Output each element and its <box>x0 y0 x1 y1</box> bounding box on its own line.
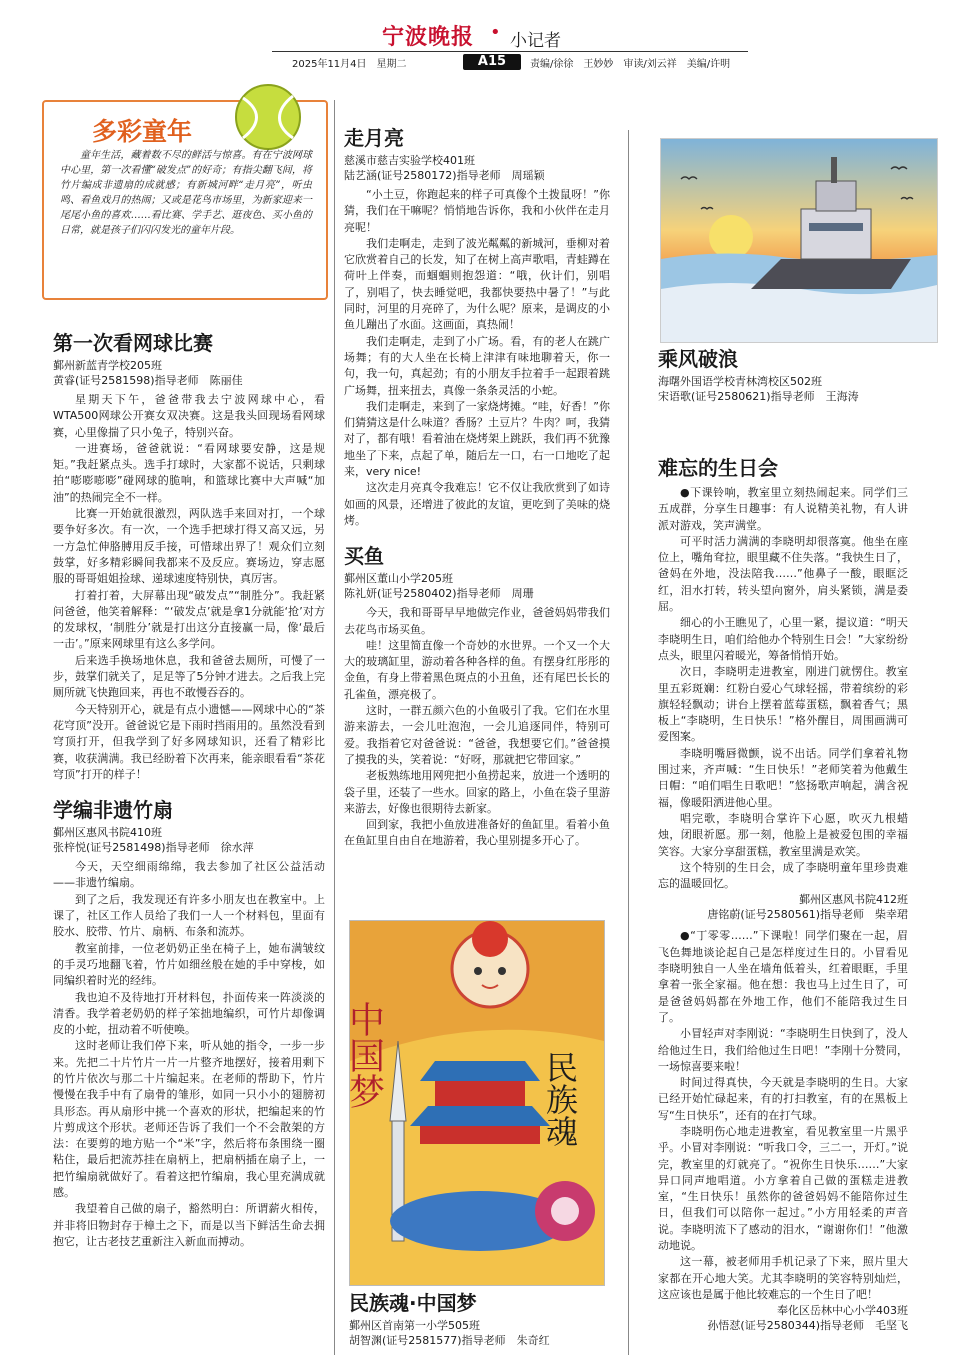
section-name: 小记者 <box>510 31 561 51</box>
paragraph: 今天特别开心，就是有点小遗憾——网球中心的“茶花穹顶”没开。爸爸说它是下雨时挡雨用的。虽然没看到穹顶打开，但我学到了好多网球知识，还看了精彩比赛，收获满满。我已经盼着下次再来，能亲眼看看“茶花穹顶”打开的样子！ <box>53 702 325 781</box>
paragraph: 可平时活力满满的李晓明却很落寞。他坐在座位上，嘴角耷拉，眼里藏不住失落。“我快生日了，爸妈在外地，没法陪我……”他鼻子一酸，眼眶泛红，泪水打转，转头望向窗外，肩头紧锁，满是委屈。 <box>658 534 908 614</box>
nation-caption <box>349 1290 611 1348</box>
byline-author: 陈礼妍(证号2580402)指导老师 周珊 <box>344 587 534 601</box>
signature-2-author: 孙悟怼(证号2580344)指导老师 毛坚飞 <box>707 1319 908 1333</box>
paragraph: 哇！这里简直像一个奇妙的水世界。一个又一个大大的玻璃缸里，游动着各种各样的鱼。有摆身红彤彤的金鱼，有身上带着黑色斑点的小丑鱼，还有尾巴长长的孔雀鱼，漂亮极了。 <box>344 638 610 701</box>
art-text-national-soul: 民族魂 <box>541 1051 579 1147</box>
article-title-moon: 走月亮 <box>344 126 404 150</box>
paragraph: 唱完歌，李晓明合掌许下心愿，吹灭九根蜡烛，闭眼祈愿。那一刻，他脸上是被爱包围的幸福笑容。大家分享甜蛋糕，教室里满是欢笑。 <box>658 811 908 858</box>
byline-author: 胡智渊(证号2581577)指导老师 朱奇红 <box>349 1334 550 1347</box>
paragraph: 到了之后，我发现还有许多小朋友也在教室中。上课了，社区工作人员给了我们一人一个材料包，里面有胶水、胶带、竹片、扇柄、布条和流苏。 <box>53 892 325 939</box>
byline-author: 宋语歌(证号2580621)指导老师 王海涛 <box>658 390 859 403</box>
art-text-chinese-dream: 中国梦 <box>343 1001 385 1109</box>
signature-1-school: 鄞州区惠风书院412班 <box>799 893 908 907</box>
artwork-title-nation: 民族魂·中国梦 <box>349 1291 477 1315</box>
article-byline-moon <box>344 153 610 183</box>
article-byline-fish <box>344 571 610 601</box>
nation-illustration <box>343 921 604 1285</box>
byline-school: 海曙外国语学校青林湾校区502班 <box>658 375 822 388</box>
intro-text: 童年生活，藏着数不尽的鲜活与惊喜。有在宁波网球中心里，第一次看懂“破发点”的好奇；有指尖翻飞间，将竹片编成非遗扇的成就感；有新城河畔“走月亮”，听虫鸣、看鱼戏月的热闹；又或是花鸟市场里，为新家迎来一尾尾小鱼的喜欢……看比赛、学手艺、逛夜色、买小鱼的日常，就是孩子们闪闪发光的童年片段。 <box>60 150 312 236</box>
byline-school: 鄞州新蓝青学校205班 <box>53 359 162 372</box>
masthead-rule <box>272 51 748 52</box>
paragraph: 我望着自己做的扇子，豁然明白：所谓薪火相传，并非将旧物封存于樟土之下，而是以当下鲜活生命去拥抱它，让古老技艺重新注入新血而搏动。 <box>53 1202 325 1248</box>
paragraph: 次日，李晓明走进教室，刚进门就愣住。教室里五彩斑斓：红粉白爱心气球轻摇，带着缤纷的彩旗轻轻飘动；讲台上摆着蓝莓蛋糕，飘着香气；黑板上“李晓明，生日快乐！”格外醒目，周围画满可爱图案。 <box>658 665 908 744</box>
paragraph: 比赛一开始就很激烈，两队选手来回对打，一个球要争好多次。有一次，一个选手把球打得又高又远，另一方急忙伸胳膊用反手接，可惜球出界了！观众们立刻鼓掌，好多精彩瞬间我都来不及反应。赛场边，穿志愿服的哥哥姐姐捡球、递球速度特别快，真厉害。 <box>53 507 325 586</box>
signature-2-school: 奉化区岳林中心小学403班 <box>777 1304 908 1318</box>
paragraph: 星期天下午，爸爸带我去宁波网球中心，看WTA500网球公开赛女双决赛。这是我头回现场看网球赛，心里像揣了只小兔子，特别兴奋。 <box>53 393 325 439</box>
article-title-fish: 买鱼 <box>344 544 384 569</box>
paragraph: 回到家，我把小鱼放进准备好的鱼缸里。看着小鱼在鱼缸里自由自在地游着，我心里别提多开心了。 <box>344 818 610 848</box>
column-2 <box>344 125 610 850</box>
article-title-tennis: 第一次看网球比赛 <box>53 331 213 355</box>
signature-1-author: 唐铭蔚(证号2580561)指导老师 柴幸珺 <box>707 908 908 922</box>
paragraph: 这个特别的生日会，成了李晓明童年里珍贵难忘的温暖回忆。 <box>658 860 908 891</box>
paragraph: 老板熟练地用网兜把小鱼捞起来，放进一个透明的袋子里，还装了一些水。回家的路上，小鱼在袋子里游来游去，好像也很期待去新家。 <box>344 769 610 815</box>
page-number: A15 <box>463 54 521 70</box>
byline-school: 慈溪市慈吉实验学校401班 <box>344 154 475 167</box>
byline-school: 鄞州区董山小学205班 <box>344 572 453 586</box>
article-byline-fan <box>53 825 325 855</box>
masthead-dot: • <box>490 22 501 43</box>
byline-school: 鄞州区首南第一小学505班 <box>349 1319 480 1332</box>
paragraph: 我们走啊走，来到了一家烧烤摊。“哇，好香！”你们猜猜这是什么味道？香肠？土豆片？牛肉？呵，我猜对了，都有哦！看着油在烧烤架上跳跃，我们再不犹豫地坐了下来，点起了单，随后左一口，右一口地吃了起来，very nice! <box>344 399 610 479</box>
nation-drawing <box>343 920 605 1286</box>
paragraph: 打着打着，大屏幕出现“破发点”“制胜分”。我赶紧问爸爸，他笑着解释：“‘破发点’就是拿1分就能‘抢’对方的发球权，‘制胜分’就是打出这分直接赢一局，像‘最后一击’。”原来网球里有这么多学问。 <box>53 588 325 651</box>
paragraph: 后来选手换场地休息，我和爸爸去厕所，可慢了一步，鼓掌们就关了，足足等了5分钟才进去。之后我上完厕所就飞快跑回来，再也不敢慢吞吞的。 <box>53 653 325 700</box>
paragraph: 一进赛场，爸爸就说：“看网球要安静，这是规矩。”我赶紧点头。选手打球时，大家都不说话，只剩球拍“嘭嘭嘭嘭”碰网球的脆响，和篮球比赛中大声喊“加油”的热闹完全不一样。 <box>53 441 325 504</box>
paragraph: ●“丁零零……”下课啦！同学们聚在一起，眉飞色舞地谈论起自己是怎样度过生日的。小冒看见李晓明独自一人坐在墙角低着头，红着眼眶，手里拿着一张全家福。他在想：我也马上过生日了，可是爸爸妈妈都在外地工作，他们不能陪我过生日了。 <box>658 929 908 1024</box>
column-3 <box>658 455 908 1333</box>
paragraph: 这一幕，被老师用手机记录了下来，照片里大家都在开心地大笑。尤其李晓明的笑容特别灿烂，这应该也是属于他比较难忘的一个生日了吧！ <box>658 1255 908 1301</box>
article-title-fan: 学编非遗竹扇 <box>53 798 173 823</box>
paragraph: 我也迫不及待地打开材料包，扑面传来一阵淡淡的清香。我学着老奶奶的样子笨拙地编织，可竹片却像调皮的小蛇，扭动着不听使唤。 <box>53 990 325 1037</box>
ship-drawing <box>660 138 938 343</box>
byline-school: 鄞州区惠风书院410班 <box>53 826 162 840</box>
ship-caption <box>658 346 934 404</box>
editor-credits: 责编/徐徐 王妙妙 审读/刘云祥 美编/许明 <box>530 59 731 70</box>
paragraph: 李晓明伤心地走进教室，看见教室里一片黑乎乎。小冒对李刚说：“听我口令，三二一，开灯。”说完，教室里的灯就亮了。“祝你生日快乐……”大家异口同声地唱道。小方拿着自己做的蛋糕走进教室，“生日快乐！虽然你的爸爸妈妈不能陪你过生日，但我们可以陪你一起过。”小方用轻柔的声音说。李晓明流下了感动的泪水，“谢谢你们！”他激动地说。 <box>658 1124 908 1253</box>
paragraph: 今天，天空细雨绵绵，我去参加了社区公益活动——非遗竹编扇。 <box>53 860 325 890</box>
tennis-ball-icon <box>233 82 303 152</box>
ship-illustration <box>661 139 937 342</box>
masthead <box>0 0 956 72</box>
column-separator <box>334 100 335 1355</box>
paragraph: ●下课铃响，教室里立刻热闹起来。同学们三五成群，分享生日趣事：有人说精美礼物，有人讲派对游戏，笑声满堂。 <box>658 486 908 532</box>
artwork-title-ship: 乘风破浪 <box>658 347 738 371</box>
paragraph: 我们走啊走，走到了波光粼粼的新城河，垂柳对着它欣赏着自己的长发，知了在树上高声歌唱，青蛙蹲在荷叶上伴奏，而蝈蝈则抱怨道：“哦，伙计们，别唱了，别唱了，快去睡觉吧，我都快要热中暑了！”与此同时，河里的月亮碎了，为什么呢？原来，是调皮的小鱼儿蹦出了水面。这画面，真热闹！ <box>344 236 610 332</box>
paragraph: 今天，我和哥哥早早地做完作业，爸爸妈妈带我们去花鸟市场买鱼。 <box>344 606 610 636</box>
newspaper-logo: 宁波晚报 <box>382 24 475 50</box>
byline-author: 陆艺涵(证号2580172)指导老师 周瑶颖 <box>344 169 545 182</box>
byline-author: 黄睿(证号2581598)指导老师 陈丽佳 <box>53 374 243 387</box>
article-byline-tennis <box>53 358 325 388</box>
paragraph: 李晓明嘴唇微颤，说不出话。同学们拿着礼物围过来，齐声喊：“生日快乐！”老师笑着为他戴生日帽：“咱们唱生日歌吧！”悠扬歌声响起，满含祝福，像暖阳洒进他心里。 <box>658 746 908 809</box>
paragraph: 教室前排，一位老奶奶正坐在椅子上，她布满皱纹的手灵巧地翻飞着，竹片如细丝般在她的手中穿梭，如同编织着时光的经纬。 <box>53 941 325 988</box>
paragraph: 这次走月亮真令我难忘！它不仅让我欣赏到了如诗如画的风景，还增进了彼此的友谊，更吃到了美味的烧烤。 <box>344 481 610 527</box>
paragraph: “小土豆，你跑起来的样子可真像个土拨鼠呀！”你猜，我们在干嘛呢？悄悄地告诉你，我和小伙伴在走月亮呢！ <box>344 188 610 234</box>
paragraph: 细心的小王瞧见了，心里一紧，提议道：“明天李晓明生日，咱们给他办个特别生日会！”大家纷纷点头，眼里闪着暖光，筹备悄悄开始。 <box>658 616 908 662</box>
issue-date: 2025年11月4日 星期二 <box>292 59 407 70</box>
intro-title: 多彩童年 <box>92 117 193 146</box>
paragraph: 我们走啊走，走到了小广场。看，有的老人在跳广场舞；有的大人坐在长椅上津津有味地聊着天，你一句，我一句，真起劲；有的小朋友手拉着手一起跟着跳广场舞，扭来扭去，真像一条条灵活的小蛇。 <box>344 334 610 397</box>
paragraph: 这时老师让我们停下来，听从她的指令，一步一步来。先把二十片竹片一片一片整齐地摆好，接着用剩下的竹片依次与那二十片编起来。在老师的帮助下，竹片慢慢在我手中有了扇骨的雏形，如同一只小小的翅膀初具形态。再从扇形中挑一个喜欢的形状，把编起来的竹片剪成这个形状。老师还告诉了我们一个不会散架的方法：在要剪的地方贴一个“米”字，然后将布条围绕一圈粘住，最后把流苏挂在扇柄上，把扇柄插在扇子上，一把竹编扇就做好了。看着这把竹编扇，我心里充满成就感。 <box>53 1039 325 1200</box>
column-separator <box>628 130 629 1355</box>
paragraph: 小冒轻声对李刚说：“李晓明生日快到了，没人给他过生日，我们给他过生日吧！”李刚十分赞同，一场惊喜要来啦！ <box>658 1027 908 1073</box>
paragraph: 时间过得真快，今天就是李晓明的生日。大家已经开始忙碌起来，有的打扫教室，有的在黑板上写“生日快乐”，还有的在打气球。 <box>658 1076 908 1122</box>
byline-author: 张梓悦(证号2581498)指导老师 徐水萍 <box>53 841 254 855</box>
paragraph: 这时，一群五颜六色的小鱼吸引了我。它们在水里游来游去，一会儿吐泡泡，一会儿追逐同伴，特别可爱。我指着它对爸爸说：“爸爸，我想要它们。”爸爸摸了摸我的头，笑着说：“好呀，那就把它带回家。” <box>344 704 610 766</box>
article-title-birthday: 难忘的生日会 <box>658 456 778 480</box>
column-1 <box>53 330 325 1250</box>
